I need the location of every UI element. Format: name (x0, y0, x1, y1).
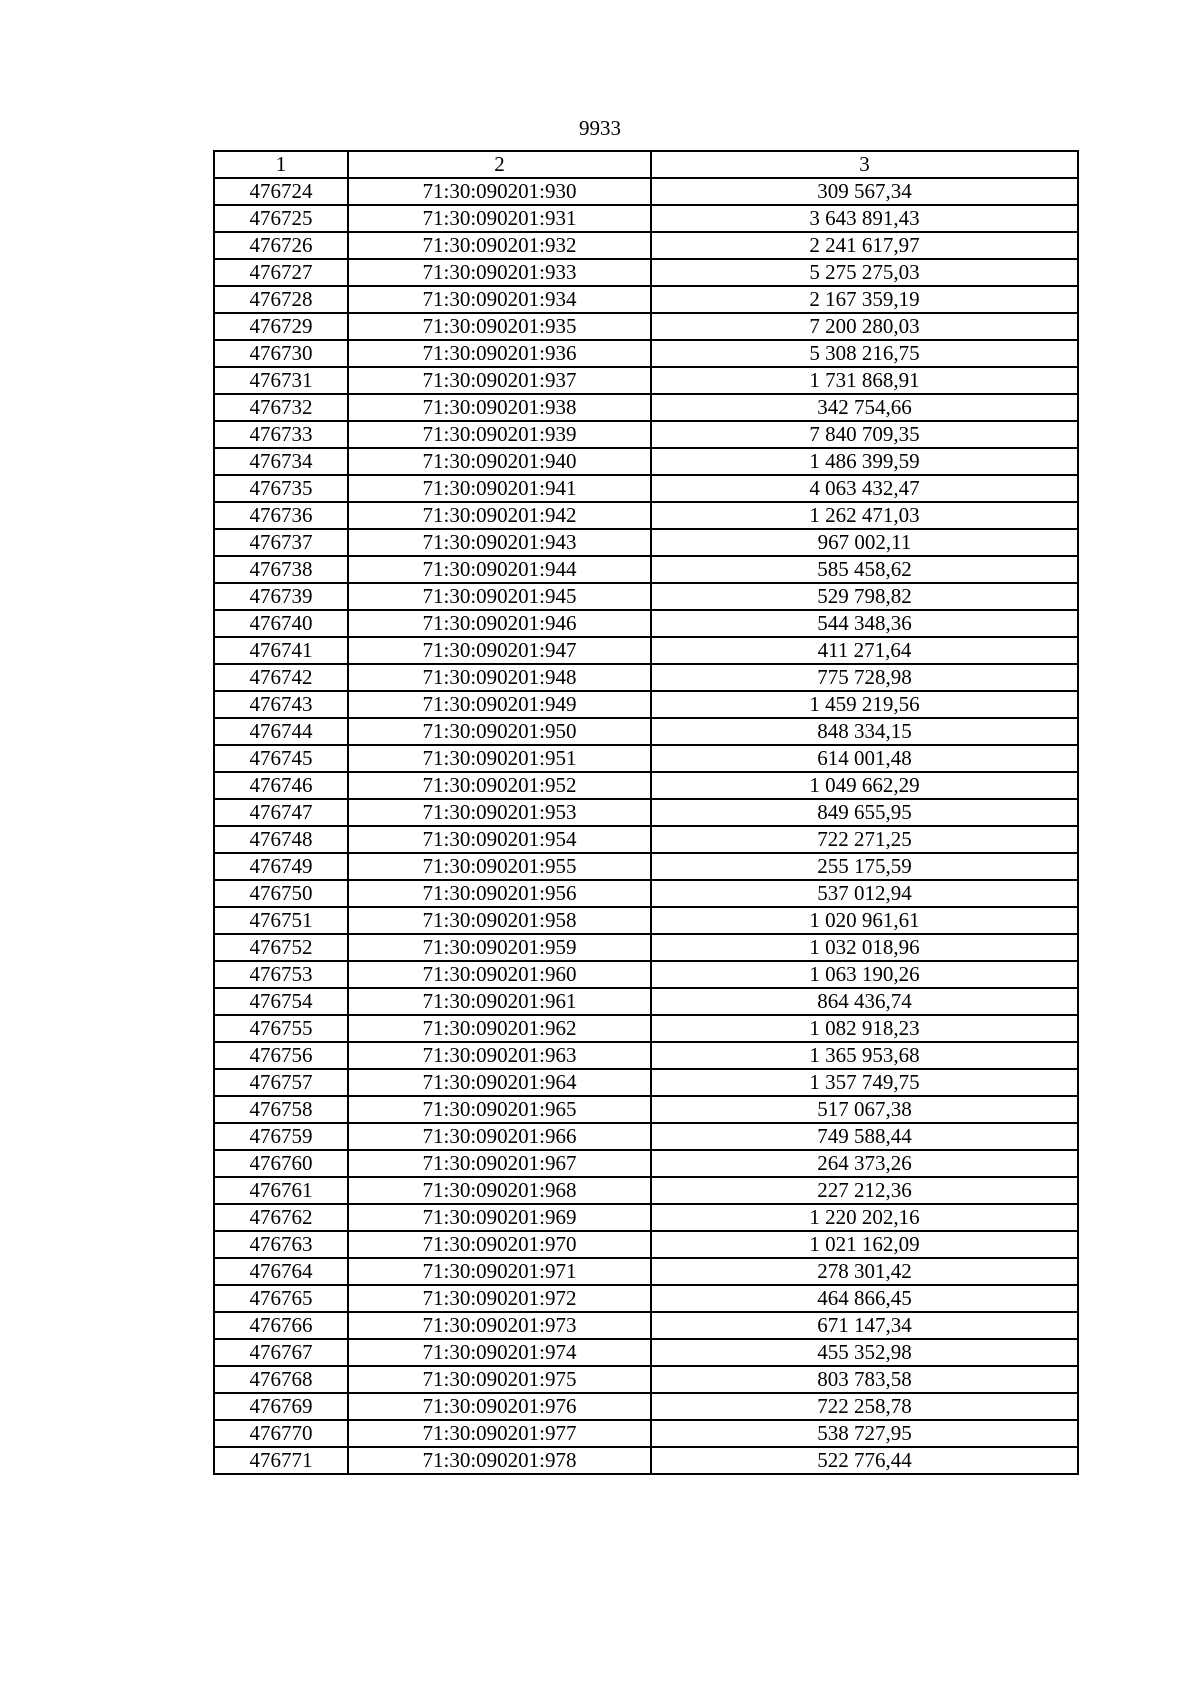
value-cell: 537 012,94 (651, 880, 1078, 907)
table-row (214, 502, 1078, 529)
table-row (214, 583, 1078, 610)
table-row (214, 1150, 1078, 1177)
table-row (214, 340, 1078, 367)
row-number-cell: 476768 (214, 1366, 348, 1393)
row-number-cell: 476750 (214, 880, 348, 907)
table-row (214, 1339, 1078, 1366)
table-row (214, 664, 1078, 691)
value-cell: 455 352,98 (651, 1339, 1078, 1366)
row-number-cell: 476770 (214, 1420, 348, 1447)
value-cell: 671 147,34 (651, 1312, 1078, 1339)
row-number-cell: 476732 (214, 394, 348, 421)
cadastral-number-cell: 71:30:090201:973 (348, 1312, 651, 1339)
row-number-cell: 476749 (214, 853, 348, 880)
value-cell: 2 241 617,97 (651, 232, 1078, 259)
table-row (214, 421, 1078, 448)
value-cell: 803 783,58 (651, 1366, 1078, 1393)
value-cell: 264 373,26 (651, 1150, 1078, 1177)
row-number-cell: 476736 (214, 502, 348, 529)
cadastral-number-cell: 71:30:090201:939 (348, 421, 651, 448)
cadastral-number-cell: 71:30:090201:942 (348, 502, 651, 529)
value-cell: 1 459 219,56 (651, 691, 1078, 718)
table-row (214, 718, 1078, 745)
table-row (214, 1393, 1078, 1420)
table-row (214, 529, 1078, 556)
row-number-cell: 476756 (214, 1042, 348, 1069)
table-row (214, 286, 1078, 313)
cadastral-number-cell: 71:30:090201:968 (348, 1177, 651, 1204)
cadastral-number-cell: 71:30:090201:954 (348, 826, 651, 853)
value-cell: 411 271,64 (651, 637, 1078, 664)
row-number-cell: 476745 (214, 745, 348, 772)
table-row (214, 988, 1078, 1015)
table-row (214, 1285, 1078, 1312)
cadastral-number-cell: 71:30:090201:963 (348, 1042, 651, 1069)
table-row (214, 772, 1078, 799)
value-cell: 1 731 868,91 (651, 367, 1078, 394)
row-number-cell: 476769 (214, 1393, 348, 1420)
value-cell: 1 082 918,23 (651, 1015, 1078, 1042)
cadastral-number-cell: 71:30:090201:976 (348, 1393, 651, 1420)
cadastral-number-cell: 71:30:090201:946 (348, 610, 651, 637)
row-number-cell: 476757 (214, 1069, 348, 1096)
cadastral-number-cell: 71:30:090201:961 (348, 988, 651, 1015)
data-table (213, 150, 1079, 1475)
table-row (214, 205, 1078, 232)
table-row (214, 556, 1078, 583)
cadastral-number-cell: 71:30:090201:935 (348, 313, 651, 340)
cadastral-number-cell: 71:30:090201:934 (348, 286, 651, 313)
table-row (214, 637, 1078, 664)
row-number-cell: 476764 (214, 1258, 348, 1285)
cadastral-number-cell: 71:30:090201:941 (348, 475, 651, 502)
table-row (214, 178, 1078, 205)
row-number-cell: 476762 (214, 1204, 348, 1231)
column-header: 1 (214, 151, 348, 178)
cadastral-number-cell: 71:30:090201:959 (348, 934, 651, 961)
cadastral-number-cell: 71:30:090201:944 (348, 556, 651, 583)
cadastral-number-cell: 71:30:090201:945 (348, 583, 651, 610)
table-row (214, 1015, 1078, 1042)
value-cell: 342 754,66 (651, 394, 1078, 421)
row-number-cell: 476741 (214, 637, 348, 664)
cadastral-number-cell: 71:30:090201:955 (348, 853, 651, 880)
row-number-cell: 476755 (214, 1015, 348, 1042)
value-cell: 544 348,36 (651, 610, 1078, 637)
row-number-cell: 476724 (214, 178, 348, 205)
table-row (214, 799, 1078, 826)
row-number-cell: 476744 (214, 718, 348, 745)
value-cell: 1 365 953,68 (651, 1042, 1078, 1069)
cadastral-number-cell: 71:30:090201:962 (348, 1015, 651, 1042)
cadastral-number-cell: 71:30:090201:930 (348, 178, 651, 205)
row-number-cell: 476733 (214, 421, 348, 448)
cadastral-number-cell: 71:30:090201:964 (348, 1069, 651, 1096)
value-cell: 864 436,74 (651, 988, 1078, 1015)
table-body (214, 178, 1078, 1474)
row-number-cell: 476734 (214, 448, 348, 475)
column-header: 2 (348, 151, 651, 178)
row-number-cell: 476726 (214, 232, 348, 259)
cadastral-number-cell: 71:30:090201:953 (348, 799, 651, 826)
row-number-cell: 476771 (214, 1447, 348, 1474)
table-row (214, 826, 1078, 853)
cadastral-number-cell: 71:30:090201:936 (348, 340, 651, 367)
table-row (214, 394, 1078, 421)
cadastral-number-cell: 71:30:090201:940 (348, 448, 651, 475)
value-cell: 1 049 662,29 (651, 772, 1078, 799)
value-cell: 722 258,78 (651, 1393, 1078, 1420)
table-row (214, 1069, 1078, 1096)
value-cell: 5 308 216,75 (651, 340, 1078, 367)
value-cell: 522 776,44 (651, 1447, 1078, 1474)
cadastral-number-cell: 71:30:090201:971 (348, 1258, 651, 1285)
value-cell: 1 220 202,16 (651, 1204, 1078, 1231)
row-number-cell: 476725 (214, 205, 348, 232)
row-number-cell: 476746 (214, 772, 348, 799)
table-row (214, 691, 1078, 718)
value-cell: 7 840 709,35 (651, 421, 1078, 448)
value-cell: 5 275 275,03 (651, 259, 1078, 286)
cadastral-number-cell: 71:30:090201:948 (348, 664, 651, 691)
value-cell: 585 458,62 (651, 556, 1078, 583)
row-number-cell: 476766 (214, 1312, 348, 1339)
cadastral-number-cell: 71:30:090201:949 (348, 691, 651, 718)
row-number-cell: 476740 (214, 610, 348, 637)
cadastral-number-cell: 71:30:090201:950 (348, 718, 651, 745)
row-number-cell: 476738 (214, 556, 348, 583)
cadastral-number-cell: 71:30:090201:951 (348, 745, 651, 772)
table-row (214, 1258, 1078, 1285)
table-row (214, 961, 1078, 988)
cadastral-number-cell: 71:30:090201:970 (348, 1231, 651, 1258)
value-cell: 849 655,95 (651, 799, 1078, 826)
table-row (214, 1420, 1078, 1447)
table-row (214, 259, 1078, 286)
cadastral-number-cell: 71:30:090201:974 (348, 1339, 651, 1366)
cadastral-number-cell: 71:30:090201:931 (348, 205, 651, 232)
row-number-cell: 476742 (214, 664, 348, 691)
value-cell: 227 212,36 (651, 1177, 1078, 1204)
row-number-cell: 476751 (214, 907, 348, 934)
value-cell: 1 021 162,09 (651, 1231, 1078, 1258)
row-number-cell: 476727 (214, 259, 348, 286)
cadastral-number-cell: 71:30:090201:956 (348, 880, 651, 907)
row-number-cell: 476735 (214, 475, 348, 502)
cadastral-number-cell: 71:30:090201:972 (348, 1285, 651, 1312)
cadastral-number-cell: 71:30:090201:977 (348, 1420, 651, 1447)
cadastral-number-cell: 71:30:090201:960 (348, 961, 651, 988)
value-cell: 7 200 280,03 (651, 313, 1078, 340)
row-number-cell: 476739 (214, 583, 348, 610)
value-cell: 3 643 891,43 (651, 205, 1078, 232)
table-row (214, 1231, 1078, 1258)
table-row (214, 745, 1078, 772)
value-cell: 4 063 432,47 (651, 475, 1078, 502)
cadastral-number-cell: 71:30:090201:932 (348, 232, 651, 259)
row-number-cell: 476748 (214, 826, 348, 853)
row-number-cell: 476752 (214, 934, 348, 961)
value-cell: 1 032 018,96 (651, 934, 1078, 961)
value-cell: 848 334,15 (651, 718, 1078, 745)
row-number-cell: 476728 (214, 286, 348, 313)
row-number-cell: 476730 (214, 340, 348, 367)
value-cell: 614 001,48 (651, 745, 1078, 772)
value-cell: 464 866,45 (651, 1285, 1078, 1312)
cadastral-number-cell: 71:30:090201:958 (348, 907, 651, 934)
cadastral-number-cell: 71:30:090201:978 (348, 1447, 651, 1474)
table-row (214, 313, 1078, 340)
row-number-cell: 476767 (214, 1339, 348, 1366)
row-number-cell: 476729 (214, 313, 348, 340)
row-number-cell: 476753 (214, 961, 348, 988)
row-number-cell: 476754 (214, 988, 348, 1015)
value-cell: 309 567,34 (651, 178, 1078, 205)
row-number-cell: 476731 (214, 367, 348, 394)
table-row (214, 1123, 1078, 1150)
value-cell: 2 167 359,19 (651, 286, 1078, 313)
row-number-cell: 476759 (214, 1123, 348, 1150)
cadastral-number-cell: 71:30:090201:938 (348, 394, 651, 421)
page-number: 9933 (579, 116, 621, 140)
table-row (214, 853, 1078, 880)
table-row (214, 907, 1078, 934)
table-row (214, 1096, 1078, 1123)
table-row (214, 1366, 1078, 1393)
value-cell: 1 357 749,75 (651, 1069, 1078, 1096)
table-row (214, 367, 1078, 394)
value-cell: 529 798,82 (651, 583, 1078, 610)
value-cell: 967 002,11 (651, 529, 1078, 556)
value-cell: 1 020 961,61 (651, 907, 1078, 934)
row-number-cell: 476747 (214, 799, 348, 826)
value-cell: 517 067,38 (651, 1096, 1078, 1123)
table-row (214, 475, 1078, 502)
row-number-cell: 476758 (214, 1096, 348, 1123)
cadastral-number-cell: 71:30:090201:952 (348, 772, 651, 799)
row-number-cell: 476763 (214, 1231, 348, 1258)
table-row (214, 1177, 1078, 1204)
value-cell: 278 301,42 (651, 1258, 1078, 1285)
row-number-cell: 476760 (214, 1150, 348, 1177)
cadastral-number-cell: 71:30:090201:943 (348, 529, 651, 556)
cadastral-number-cell: 71:30:090201:937 (348, 367, 651, 394)
table-row (214, 610, 1078, 637)
table-row (214, 232, 1078, 259)
table-row (214, 1447, 1078, 1474)
value-cell: 1 262 471,03 (651, 502, 1078, 529)
row-number-cell: 476737 (214, 529, 348, 556)
table-row (214, 1312, 1078, 1339)
value-cell: 749 588,44 (651, 1123, 1078, 1150)
cadastral-number-cell: 71:30:090201:947 (348, 637, 651, 664)
value-cell: 1 063 190,26 (651, 961, 1078, 988)
value-cell: 538 727,95 (651, 1420, 1078, 1447)
value-cell: 722 271,25 (651, 826, 1078, 853)
row-number-cell: 476765 (214, 1285, 348, 1312)
header-row (214, 151, 1078, 178)
cadastral-number-cell: 71:30:090201:966 (348, 1123, 651, 1150)
table-row (214, 1042, 1078, 1069)
table-row (214, 448, 1078, 475)
cadastral-number-cell: 71:30:090201:975 (348, 1366, 651, 1393)
table-row (214, 880, 1078, 907)
value-cell: 255 175,59 (651, 853, 1078, 880)
value-cell: 1 486 399,59 (651, 448, 1078, 475)
cadastral-number-cell: 71:30:090201:933 (348, 259, 651, 286)
table-row (214, 1204, 1078, 1231)
cadastral-number-cell: 71:30:090201:967 (348, 1150, 651, 1177)
table-header (214, 151, 1078, 178)
column-header: 3 (651, 151, 1078, 178)
cadastral-number-cell: 71:30:090201:969 (348, 1204, 651, 1231)
value-cell: 775 728,98 (651, 664, 1078, 691)
cadastral-number-cell: 71:30:090201:965 (348, 1096, 651, 1123)
row-number-cell: 476743 (214, 691, 348, 718)
row-number-cell: 476761 (214, 1177, 348, 1204)
table-row (214, 934, 1078, 961)
